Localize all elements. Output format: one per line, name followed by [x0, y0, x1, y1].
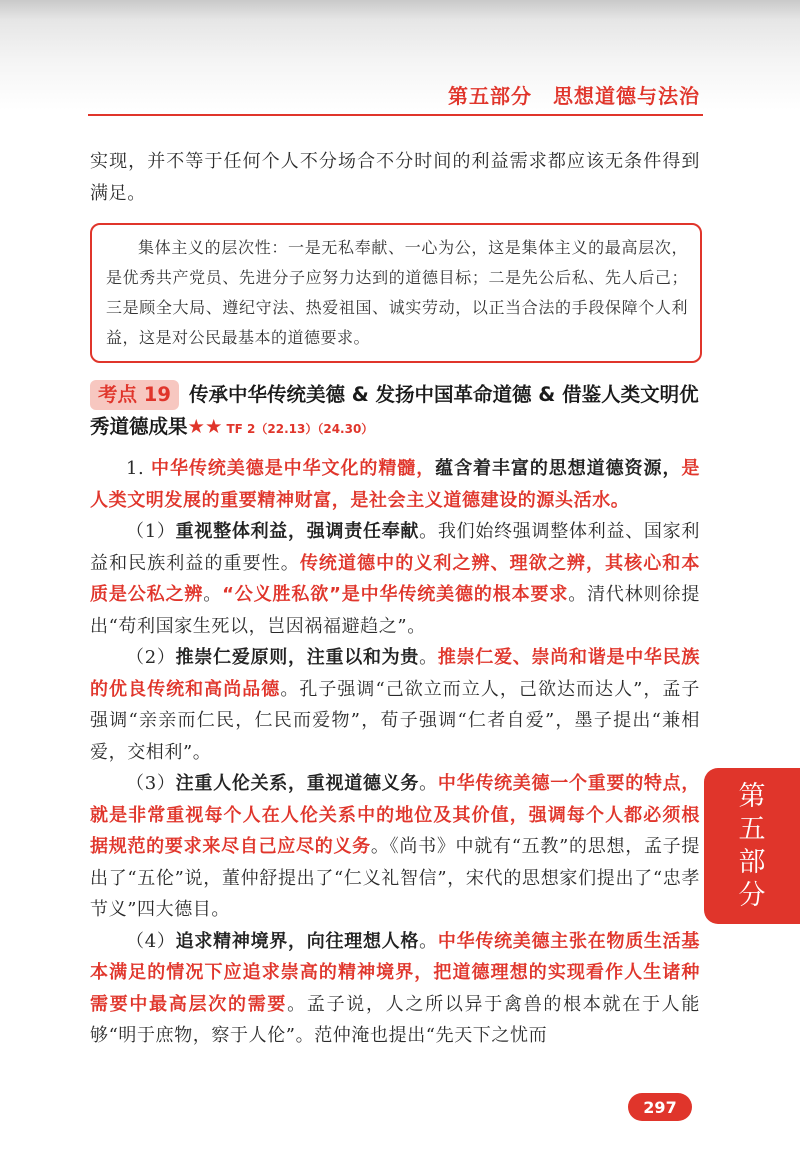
point-1	[90, 453, 700, 516]
note-text: 集体主义的层次性：一是无私奉献、一心为公，这是集体主义的最高层次，是优秀共产党员、先进分子应努力达到的道德目标；二是先公后私、先人后己；三是顾全大局、遵纪守法、热爱祖国、诚实劳动，以正当合法的手段保障个人利益，这是对公民最基本的道德要求。	[106, 238, 688, 347]
item-3-heading: 注重人伦关系，重视道德义务	[175, 773, 420, 794]
kaodian-title: 传承中华传统美德 & 发扬中国革命道德 & 借鉴人类文明优秀道德成果	[90, 383, 699, 438]
section-title: 第五部分 思想道德与法治	[448, 84, 700, 108]
item-4-number: （4）	[126, 930, 176, 952]
point-1-number: 1.	[126, 458, 145, 479]
kaodian-heading	[90, 379, 700, 445]
section-side-tab	[704, 768, 800, 924]
kaodian-badge: 考点 19	[90, 380, 179, 410]
item-2-heading: 推崇仁爱原则，注重以和为贵	[175, 647, 420, 668]
point-1-bold-b: 蕴含着丰富的思想道德资源，	[435, 458, 682, 479]
item-1-text-2: 。	[203, 584, 223, 605]
item-1-highlight: 传统道德中的义利之辨、理欲之辨，其核心和本质是公私之辨	[90, 552, 700, 605]
test-frequency: TF 2（22.13）（24.30）	[226, 422, 374, 436]
item-2-number: （2）	[126, 647, 176, 668]
page-content	[90, 146, 700, 1052]
item-3-highlight: 中华传统美德一个重要的特点，就是非常重视每个人在人伦关系中的地位及其价值，强调每个人都必须根据规范的要求来尽自己应尽的义务	[90, 773, 700, 857]
page-number: 297	[628, 1093, 692, 1121]
item-4-heading: 追求精神境界，向往理想人格	[175, 930, 420, 952]
item-3-text-2: 。《尚书》中就有“五教”的思想，孟子提出了“五伦”说，董仲舒提出了“仁义礼智信”，宋代的思想家们提出了“忠孝节义”四大德目。	[90, 836, 700, 920]
item-2-text-2: 。孔子强调“己欲立而立人，己欲达而达人”，孟子强调“亲亲而仁民，仁民而爱物”，荀子强调“仁者自爱”，墨子提出“兼相爱，交相利”。	[90, 678, 700, 763]
item-1-text: 。我们始终强调整体利益、国家利益和民族利益的重要性。	[90, 521, 700, 574]
note-box	[90, 223, 702, 363]
star-rating-icon: ★★	[187, 415, 223, 438]
item-4-text-2: 。孟子说，人之所以异于禽兽的根本就在于人能够“明于庶物，察于人伦”。范仲淹也提出“先天下之忧而	[90, 993, 700, 1046]
item-3	[90, 768, 700, 926]
item-2	[90, 642, 700, 768]
point-1-highlight-d: 是社会主义道德建设的源头活水。	[350, 489, 630, 511]
item-1	[90, 516, 700, 642]
item-1-number: （1）	[126, 521, 176, 542]
item-4-highlight: 中华传统美德主张在物质生活基本满足的情况下应追求崇高的精神境界，把道德理想的实现看作人生诸种需要中最高层次的需要	[90, 930, 700, 1015]
item-1-highlight-2: “公义胜私欲”是中华传统美德的根本要求	[222, 584, 569, 605]
side-tab-label: 第五部分	[738, 781, 766, 911]
item-4-text: 。	[419, 930, 438, 952]
item-2-text: 。	[419, 647, 438, 668]
point-1-highlight-a: 中华传统美德是中华文化的精髓，	[151, 458, 436, 479]
intro-paragraph: 实现，并不等于任何个人不分场合不分时间的利益需求都应该无条件得到满足。	[90, 151, 700, 204]
item-3-number: （3）	[126, 773, 176, 794]
item-1-heading: 重视整体利益，强调责任奉献	[175, 521, 420, 542]
point-1-highlight-c: 是人类文明发展的重要精神财富，	[90, 458, 700, 511]
item-2-highlight: 推崇仁爱、崇尚和谐是中华民族的优良传统和高尚品德	[90, 647, 700, 700]
item-3-text: 。	[419, 773, 438, 794]
page-header	[0, 0, 800, 122]
header-divider	[88, 114, 703, 116]
item-1-text-3: 。清代林则徐提出“苟利国家生死以，岂因祸福避趋之”。	[90, 584, 700, 637]
item-4	[90, 926, 700, 1052]
